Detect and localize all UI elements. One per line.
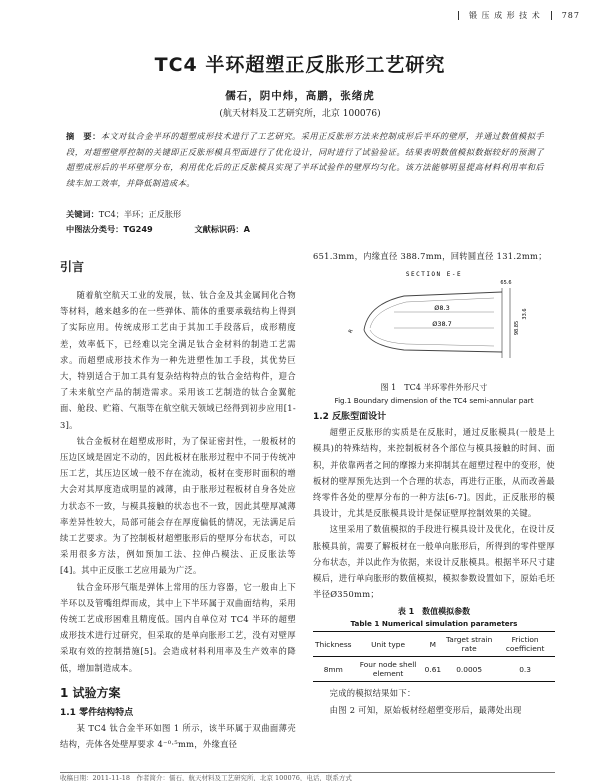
results-paragraph: 完成的模拟结果如下： [329, 688, 416, 699]
dimension-side: 33.6 [522, 308, 528, 320]
dimension-outer: Ø8.3 [434, 304, 450, 313]
dimension-top: 65.6 [500, 280, 512, 287]
table-header-cell: Friction coefficient [505, 635, 545, 654]
doc-code-label: 文献标识码： [194, 224, 244, 234]
right-column [313, 248, 555, 718]
running-header [458, 10, 580, 21]
part-paragraph: 某 TC4 钛合金半环如图 1 所示，该半环属于双曲面薄壳结构，壳体各处壁厚要求 4⁻⁰·⁵mm，外缘直径 [60, 722, 296, 750]
table-title-en: Table 1 Numerical simulation parameters [350, 619, 518, 629]
intro-paragraph: 钛合金板材在超塑成形时，为了保证密封性，一般板材的压边区域是固定不动的，因此板材在胀形过程中不同于传统冲压工艺，其压边区域一般不存在流动，板材在变形时面积的增大会对其厚度造成明显的减薄，由于胀形过程板材自身各处应力状态不一致，与模具接触的状态也不一致，因此其壁厚减薄率差异性较大，局部可能会存在厚度偏低的情况，无法满足后续工艺要求。为了控制板材超塑胀形后的壁厚分布状态，可以采用很多方法，例如预加工法、拉伸凸模法、正反胀法等[4]。其中正反胀工艺应用最为广泛。 [60, 435, 296, 576]
table-cell: 8mm [323, 664, 343, 674]
dimension-height: 98.85 [514, 321, 520, 336]
header-divider [551, 11, 552, 20]
table-row [313, 657, 555, 682]
wall-line [370, 330, 494, 346]
figure-caption-en: Fig.1 Boundary dimension of the TC4 semi-annular part [334, 396, 534, 406]
page-number: 787 [561, 11, 580, 20]
table-header-cell: Thickness [315, 639, 352, 649]
table-header-cell: Unit type [371, 639, 406, 649]
table-cell: Four node shell element [359, 660, 417, 679]
intro-paragraph: 随着航空航天工业的发展，钛、钛合金及其金属间化合物等材料，越来越多的在一些弹体、箭体的重要承载结构上得到了实际应用。传统成形工艺由于其加工手段落后，成形精度差，效率低下，已经难以完全满足钛合金材料的制造工艺需求。而超塑成形技术作为一种先进塑性加工手段，其优势巨大，特别适合于加工具有复杂结构特点的钛合金结构件，迎合了未来航空产品的制造需求。采用该工艺制造的钛合金翼舵面、舱段、贮箱、气瓶等在航空航天领域已经得到初步应用[1-3]。 [60, 290, 296, 430]
abstract-text: 本文对钛合金半环的超塑成形技术进行了工艺研究。采用正反胀形方法来控制成形后半环的壁厚，并通过数值模拟手段，对超塑壁厚控制的关键即正反胀形模具型面进行了优化设计，同时进行了试验验证。结果表明数值模拟数据较好的预测了超塑成形后的半环壁厚分布，利用优化后的正反胀模具实现了半环试验件的壁厚均匀化。该方法能够明显提高材料利用率和后续车加工效率，并降低制造成本。 [66, 131, 544, 188]
keywords [66, 209, 544, 220]
paper-affiliation: (航天材料及工艺研究所，北京 100076) [219, 109, 381, 119]
table-cell: 0.3 [519, 664, 531, 674]
table-title-cn: 表 1 数值模拟参数 [397, 607, 471, 617]
doc-code-value: A [243, 224, 250, 234]
section1-heading: 1 试验方案 [60, 685, 121, 700]
paper-authors: 儒石，阴中炜，高鹏，张绪虎 [225, 90, 375, 102]
header-divider [458, 11, 459, 20]
abstract-label: 摘 要： [66, 131, 101, 141]
intro-paragraph: 钛合金环形气瓶是弹体上常用的压力容器，它一般由上下半环以及管嘴组焊而成，其中上下半环属于双曲面结构，采用传统工艺成形困难且精度低。国内自单位对 TC4 半环的超塑成形技术进行过研究，但采取的是单向胀形工艺，没有对壁厚采取有效的控制措施[5]。会造成材料利用率及生产效率的降低，增加制造成本。 [60, 581, 296, 673]
figure-1 [334, 266, 534, 374]
table-header-cell: M [429, 639, 437, 649]
simulation-paragraph: 这里采用了数值模拟的手段进行模具设计及优化，在设计反胀模具前，需要了解板材在一般单向胀形后，所得到的零件壁厚分布状态，并以此作为依据，来设计反胀模具。根据半环尺寸建模后，进行单向胀形的数值模拟，模拟参数设置如下，原始毛坯半径Ø350mm； [313, 524, 555, 600]
clc-value: TG249 [123, 224, 153, 234]
keywords-label: 关键词： [66, 209, 99, 219]
parameters-table [313, 631, 555, 682]
subsection-heading: 1.1 零件结构特点 [60, 707, 134, 718]
section-label: SECTION E-E [405, 271, 463, 279]
keywords-text: TC4；半环；正反胀形 [98, 209, 182, 219]
inner-profile-line [364, 330, 502, 352]
dimension-inner: Ø38.7 [432, 320, 452, 329]
subsection-heading: 1.2 反胀型面设计 [313, 412, 387, 423]
classification-line [66, 224, 544, 235]
paper-title: TC4 半环超塑正反胀形工艺研究 [154, 54, 446, 76]
table-cell: 0.0005 [456, 664, 483, 674]
table-header-cell: Target strain rate [446, 635, 493, 654]
radius-label: R [347, 328, 355, 335]
clc-label: 中图法分类号： [66, 224, 124, 234]
mold-paragraph: 超塑正反胀形的实质是在反胀时，通过反胀模具(一般是上模具)的特殊结构，来控制板材各个部位与模具接触的时间、面积，并依靠两者之间的摩擦力来抑制其在超塑过程中的变形，使板材的壁厚预先达到一个合理的状态，再进行正胀，从而改善最终零件各处的壁厚分布的一种方法[6-7]。因此，正反胀形的模具设计，尤其是反胀模具设计是保证壁厚控制效果的关键。 [313, 427, 555, 519]
part-drawing [334, 266, 534, 374]
left-column [60, 258, 296, 752]
continued-paragraph: 651.3mm，内缘直径 388.7mm，回转圆直径 131.2mm； [313, 251, 547, 261]
journal-name: 锻 压 成 形 技 术 [469, 11, 541, 20]
figure-caption-cn: 图 1 TC4 半环零件外形尺寸 [380, 383, 488, 393]
intro-heading: 引言 [60, 260, 85, 274]
table-cell: 0.61 [424, 664, 442, 674]
page-footer: 收稿日期：2011-11-18 作者简介：儒石，航天材料及工艺研究所，北京 100076，电话，联系方式 [60, 772, 555, 781]
results-paragraph: 由图 2 可知，原始板材经超塑变形后，最薄处出现 [329, 704, 522, 715]
table-header-row [313, 632, 555, 657]
abstract [66, 129, 544, 191]
